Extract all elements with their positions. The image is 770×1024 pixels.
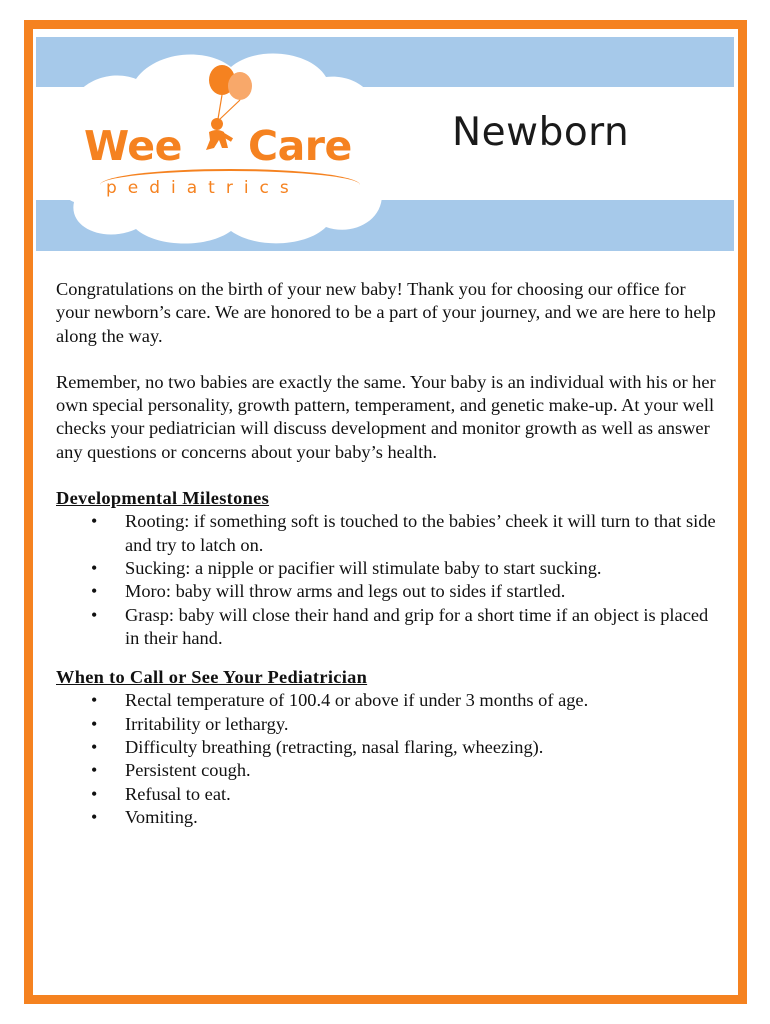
milestones-heading: Developmental Milestones: [56, 488, 270, 509]
list-item: • Moro: baby will throw arms and legs out to sides if startled.: [56, 580, 716, 603]
list-item: • Rooting: if something soft is touched to the babies’ cheek it will turn to that side and try to latch on.: [56, 510, 716, 557]
list-item: • Persistent cough.: [56, 759, 716, 782]
list-item: • Refusal to eat.: [56, 783, 716, 806]
logo-wordmark-left: Wee: [84, 122, 182, 170]
list-item: • Irritability or lethargy.: [56, 713, 716, 736]
intro-paragraph-2: Remember, no two babies are exactly the same. Your baby is an individual with his or her own special personality, growth pattern, temperament, and genetic make-up. At your well checks your pediatrician will discuss development and monitor growth as well as answer any questions or concerns about your baby’s health.: [56, 371, 716, 462]
milestones-list: [56, 510, 716, 650]
list-item: • Sucking: a nipple or pacifier will stimulate baby to start sucking.: [56, 557, 716, 580]
when-to-call-list: [56, 689, 716, 829]
logo-wordmark-right: Care: [248, 122, 352, 170]
list-item: • Difficulty breathing (retracting, nasal flaring, wheezing).: [56, 736, 716, 759]
intro-paragraph-1: Congratulations on the birth of your new baby! Thank you for choosing our office for your newborn’s care. We are honored to be a part of your journey, and we are here to help along the way.: [56, 279, 716, 346]
list-item: • Rectal temperature of 100.4 or above if under 3 months of age.: [56, 689, 716, 712]
logo-subtitle: pediatrics: [106, 178, 300, 198]
document-body: [56, 278, 716, 829]
page-title: Newborn: [452, 110, 630, 155]
list-item: • Grasp: baby will close their hand and grip for a short time if an object is placed in their hand.: [56, 604, 716, 651]
when-to-call-heading: When to Call or See Your Pediatrician: [56, 667, 368, 688]
list-item: • Vomiting.: [56, 806, 716, 829]
wee-care-logo: [80, 64, 365, 204]
